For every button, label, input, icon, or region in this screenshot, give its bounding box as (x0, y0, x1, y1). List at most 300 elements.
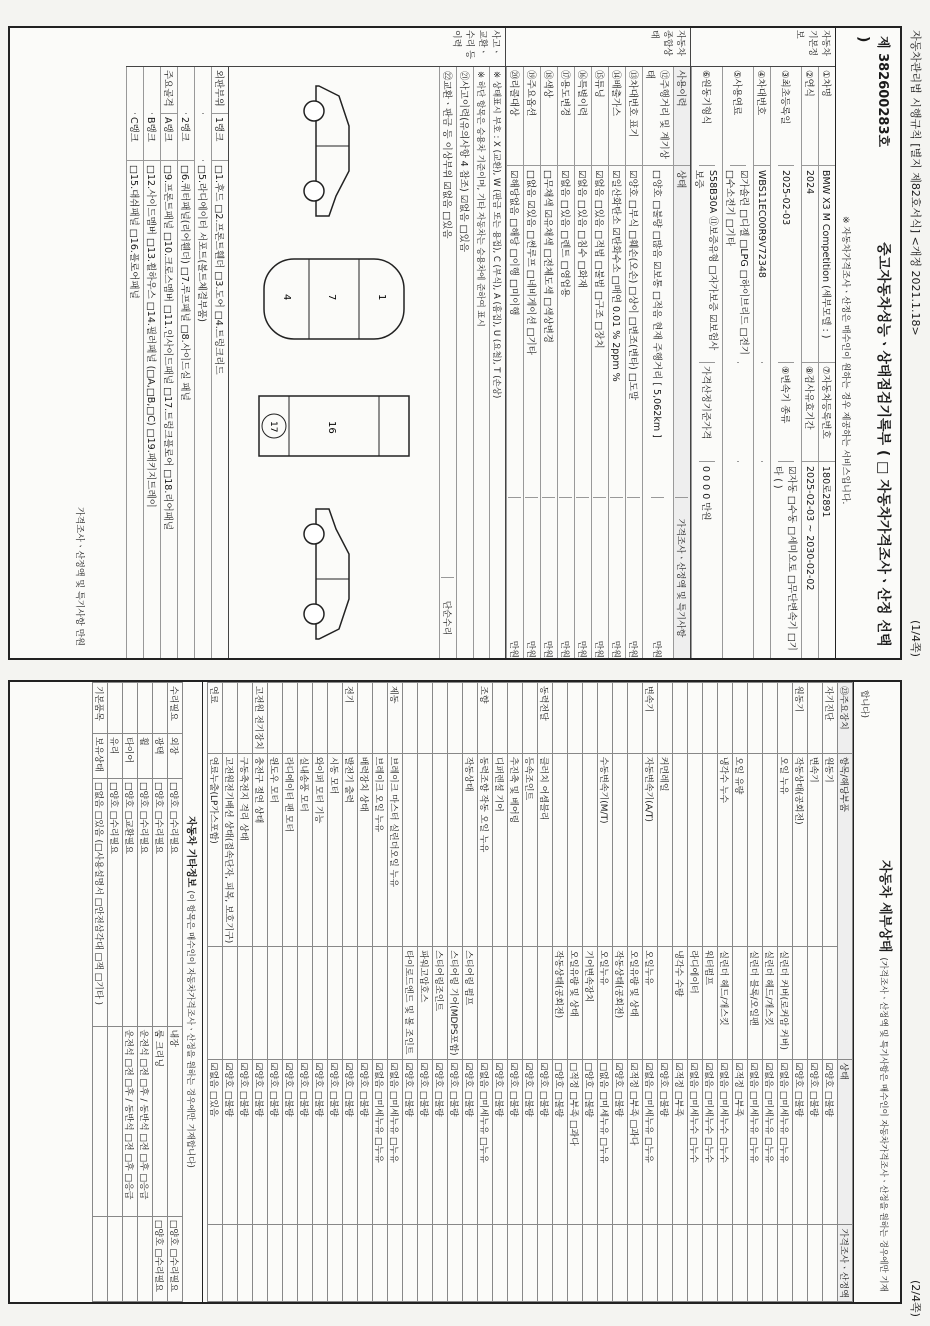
detail-state: ☑양호 □불량 (268, 1059, 283, 1225)
other-inner: 룸 크리닝 (153, 1026, 168, 1216)
detail-main (493, 683, 508, 754)
detail-state: ☑없음 □있음 (208, 1059, 223, 1225)
basic-info-key: ②연식 (802, 67, 818, 166)
detail-row (283, 683, 298, 1302)
detail-row (673, 683, 688, 1302)
detail-part (658, 947, 673, 1059)
detail-main (673, 683, 688, 754)
detail-part: 라디에이터 (688, 947, 703, 1059)
detail-item: 윈도우 모터 (268, 753, 283, 947)
detail-item: 디퍼렌셜 기어 (493, 753, 508, 947)
detail-state: ☑양호 □불량 (658, 1059, 673, 1225)
detail-price (598, 1225, 613, 1302)
detail-price (433, 1225, 448, 1302)
other-inner: 내장 (168, 1026, 183, 1216)
detail-part (478, 947, 493, 1059)
accident-history-text: ㉑사고이력(유의사항 4 참조) ☑없음 □있음 (458, 71, 469, 253)
simple-repair-label: 단순수리 (442, 577, 455, 658)
basic-info-row (801, 67, 818, 658)
detail-part: 스티어링 기어(MDPS포함) (448, 947, 463, 1059)
detail-main (748, 683, 763, 754)
outer-panel-label: 외판부위 (212, 67, 228, 114)
other-state: □양호 □수리필요 (153, 778, 168, 1026)
detail-row (268, 683, 283, 1302)
status-unit: 만원 (594, 497, 607, 658)
detail-price (373, 1225, 388, 1302)
detail-item (613, 753, 628, 947)
other-item: 유리 (108, 734, 123, 779)
detail-part (538, 947, 553, 1059)
basic-info-row (770, 67, 801, 658)
detail-item: 수동변속기(M/T) (598, 753, 613, 947)
detail-item (403, 753, 418, 947)
outer-rank2-items: □6.쿼터패널(리어휀더) □7.루프패널 □8.사이드실 패널 (179, 165, 190, 401)
detail-state: □양호 □불량 (583, 1059, 598, 1225)
status-key: ⑫주행거리 및 계기상태 (643, 67, 673, 166)
detail-part (343, 947, 358, 1059)
detail-col-item: 항목/해당부품 (838, 753, 853, 1059)
accident-unit: 만원 (74, 628, 84, 646)
detail-price (808, 1225, 823, 1302)
basic-info-value2 (737, 462, 739, 658)
other-row (153, 683, 168, 1302)
status-label: 자동차 종합상태 (506, 28, 690, 67)
car-top-diagram (254, 244, 414, 354)
detail-row (343, 683, 358, 1302)
other-main (138, 683, 153, 734)
detail-main (358, 683, 373, 754)
accident-price-note (74, 507, 87, 646)
basic-info-value2: 0 0 0 0 만원 (700, 466, 711, 521)
detail-price (343, 1225, 358, 1302)
detail-state: ☑양호 □불량 (823, 1059, 838, 1225)
basic-info-section (690, 28, 835, 658)
detail-item: 브레이크 오일 누유 (373, 753, 388, 947)
detail-item: 변속기 (808, 753, 823, 947)
detail-price (538, 1225, 553, 1302)
detail-state: ☑없음 □미세누수 □누수 (718, 1059, 733, 1225)
other-main (123, 683, 138, 734)
detail-state: ☑적정 □부족 (733, 1059, 748, 1225)
detail-row (433, 683, 448, 1302)
rankB-row (143, 67, 160, 658)
detail-state: ☑양호 □불량 (793, 1059, 808, 1225)
replacement-row (439, 67, 456, 658)
detail-row (778, 683, 793, 1302)
detail-row (763, 683, 778, 1302)
other-inner: 운전석 □전 □후 / 동반석 □전 □후 □응급 (138, 1026, 153, 1216)
basic-info-value2: 180로2891 (820, 466, 831, 518)
detail-part: 타이로드엔드 및 볼 조인트 (403, 947, 418, 1059)
detail-row (598, 683, 613, 1302)
basic-info-key2 (761, 362, 763, 462)
detail-main (433, 683, 448, 754)
status-row (591, 67, 608, 658)
detail-price (553, 1225, 568, 1302)
car-side-left-diagram (294, 76, 374, 226)
detail-row (328, 683, 343, 1302)
detail-part (328, 947, 343, 1059)
detail-part (268, 947, 283, 1059)
page-1-note: ※ 자동차가격조사ㆍ산정은 매수인이 원하는 경우 제공하는 서비스입니다. (840, 216, 850, 505)
page-1 (8, 26, 902, 660)
detail-main: 고전원 전기장치 (253, 683, 268, 754)
page-number-2: (2/4쪽) (909, 1280, 922, 1317)
detail-item (748, 753, 763, 947)
detail-part (793, 947, 808, 1059)
car-diagrams (228, 67, 439, 658)
detail-price (508, 1225, 523, 1302)
accident-note-1-text: ※ 상태표시 부호 : X (교환), W (판금 또는 용접), C (부식), A (흠집), U (요철), T (손상) (491, 71, 502, 399)
detail-state: ☑양호 □불량 (508, 1059, 523, 1225)
page-2-title-note: (가격조사ㆍ산정액 및 특기사항은 매수인이 자동차가격조사ㆍ산정을 원하는 경우에만 기재합니다) (859, 690, 888, 1292)
detail-main (598, 683, 613, 754)
outer-rank2-label: 2랭크 (178, 114, 194, 161)
status-usage-header: 사용이력 (674, 67, 690, 166)
status-row (557, 67, 574, 658)
other-inner-state (123, 1216, 138, 1301)
detail-main (583, 683, 598, 754)
detail-part (358, 947, 373, 1059)
page-2 (8, 680, 902, 1304)
detail-main (763, 683, 778, 754)
detail-row (568, 683, 583, 1302)
detail-row (493, 683, 508, 1302)
detail-part: 오일유량 및 상태 (628, 947, 643, 1059)
replacement-text: ㉒교환ㆍ판금 등 이상부위 ☑없음 □있음 (441, 71, 452, 239)
other-state: □양호 □교환필요 (123, 778, 138, 1026)
svg-text:1: 1 (376, 293, 387, 300)
rankA-items: □9.프론트패널 □10.크로스멤버 □11.인사이드패널 □17.트렁크플로어 □18.리어패널 (162, 165, 173, 531)
outer-rank1-label: 1랭크 (212, 114, 228, 161)
other-info-title: 자동차 기타정보 (185, 816, 196, 888)
rankB-items: □12.사이드멤버 □13.휠하우스 □14.필러패널 (□A,□B,□C) □19.패키지트레이 (145, 165, 156, 508)
other-item: 광택 (153, 734, 168, 779)
detail-main (613, 683, 628, 754)
detail-state: ☑적정 □부족 □과다 (628, 1059, 643, 1225)
status-row (523, 67, 540, 658)
detail-part: 냉각수 수량 (673, 947, 688, 1059)
other-state: □양호 □수리필요 (108, 778, 123, 1026)
detail-main (328, 683, 343, 754)
detail-price (463, 1225, 478, 1302)
other-main: 수리필요 (168, 683, 183, 734)
basic-info-key: ③최초등록일 (778, 67, 794, 166)
basic-info-key: ⑤사용연료 (730, 67, 746, 166)
status-key: ⑬차대번호 표기 (626, 67, 642, 166)
detail-row (208, 683, 223, 1302)
accident-section (126, 28, 505, 658)
detail-main: 조향 (478, 683, 493, 754)
basic-info-value: WBS11EC00R9V72348 (756, 170, 768, 278)
detail-price (568, 1225, 583, 1302)
detail-part: 오일누유 (643, 947, 658, 1059)
status-value: □없음 ☑있음 □썬루프 □네비게이션 □기타 (525, 170, 536, 355)
basic-info-key2 (737, 362, 739, 462)
detail-state: ☑양호 □불량 (403, 1059, 418, 1225)
detail-state: ☑적정 □부족 (673, 1059, 688, 1225)
rankC-row (126, 67, 143, 658)
detail-price (658, 1225, 673, 1302)
detail-item (763, 753, 778, 947)
detail-price (643, 1225, 658, 1302)
detail-part (208, 947, 223, 1059)
basic-info-row (818, 67, 835, 658)
detail-price (718, 1225, 733, 1302)
status-row (642, 67, 673, 658)
detail-row (553, 683, 568, 1302)
detail-item: 클러치 어셈블리 (538, 753, 553, 947)
other-main (108, 683, 123, 734)
page-number-1: (1/4쪽) (909, 620, 922, 657)
detail-row (793, 683, 808, 1302)
detail-price (613, 1225, 628, 1302)
car-frame-diagram (249, 371, 419, 481)
detail-row (373, 683, 388, 1302)
detail-state: ☑양호 □불량 (253, 1059, 268, 1225)
status-value: □양호 □불량 □많음 ☑보통 □적음 현재 주행거리 [ 5,062km ] (651, 170, 662, 438)
detail-price (403, 1225, 418, 1302)
status-row (574, 67, 591, 658)
detail-item: 시동 모터 (328, 753, 343, 947)
page-2-title-block (853, 682, 900, 1302)
detail-main (703, 683, 718, 754)
detail-part: 워터펌프 (703, 947, 718, 1059)
detail-part: 실린더 커버(로커암 커버) (778, 947, 793, 1059)
detail-main (553, 683, 568, 754)
detail-item: 배력장치 상태 (358, 753, 373, 947)
law-header: 자동차관리법 시행규칙 [별지 제82호서식] <개정 2021.1.18> (909, 30, 922, 336)
detail-state: ☑양호 □불량 (538, 1059, 553, 1225)
status-unit: 만원 (543, 497, 556, 658)
detail-main (568, 683, 583, 754)
basic-info-rows (691, 67, 835, 658)
detail-main (718, 683, 733, 754)
status-state-header: 상태 (675, 170, 686, 189)
detail-state: ☑양호 □불량 (523, 1059, 538, 1225)
detail-part (373, 947, 388, 1059)
detail-state: □양호 □불량 (553, 1059, 568, 1225)
detail-main: 동력전달 (538, 683, 553, 754)
basic-info-key2: 가격산정기준가격 (699, 362, 715, 462)
detail-price (358, 1225, 373, 1302)
detail-state: □적정 □부족 □과다 (568, 1059, 583, 1225)
detail-item: 라디에이터 팬 모터 (283, 753, 298, 947)
other-state: □양호 □수리필요 (168, 778, 183, 1026)
other-inner-state (108, 1216, 123, 1301)
detail-row (688, 683, 703, 1302)
detail-row (823, 683, 838, 1302)
detail-state: ☑양호 □불량 (448, 1059, 463, 1225)
car-side-right-diagram (294, 499, 374, 649)
detail-main (403, 683, 418, 754)
detail-price (253, 1225, 268, 1302)
basic-info-value: ☑가솔린 □디젤 □LPG □하이브리드 □전기 □수소전기 □기타 (724, 170, 749, 356)
basic-info-row (722, 67, 753, 658)
detail-state: ☑양호 □불량 (313, 1059, 328, 1225)
status-key: ⑭배출가스 (609, 67, 625, 166)
outer-rank1b-items: □5.라디에이터 서포트(볼트체결부품) (196, 165, 207, 322)
detail-part: 오일누유 (598, 947, 613, 1059)
detail-item: 냉각수 누수 (718, 753, 733, 947)
other-main (153, 683, 168, 734)
detail-main (298, 683, 313, 754)
basic-info-key: ④차대번호 (754, 67, 770, 166)
detail-price (268, 1225, 283, 1302)
detail-row (643, 683, 658, 1302)
detail-item (568, 753, 583, 947)
detail-row (658, 683, 673, 1302)
svg-text:16: 16 (326, 421, 337, 435)
detail-price (748, 1225, 763, 1302)
detail-state: □없음 □미세누유 □누유 (598, 1059, 613, 1225)
detail-row (583, 683, 598, 1302)
detail-state: ☑양호 □불량 (343, 1059, 358, 1225)
other-info-block (92, 682, 203, 1302)
detail-part: 스티어링 펌프 (463, 947, 478, 1059)
detail-header-row (838, 683, 853, 1302)
detail-item: 자동변속기(A/T) (643, 753, 658, 947)
rankC-label: C랭크 (127, 114, 143, 161)
status-row (540, 67, 557, 658)
status-row (506, 67, 523, 658)
detail-row (718, 683, 733, 1302)
detail-state: ☑없음 □미세누유 □누유 (763, 1059, 778, 1225)
detail-row (313, 683, 328, 1302)
detail-state: ☑없음 □미세누유 □누유 (778, 1059, 793, 1225)
other-item: 보유상태 (93, 734, 108, 779)
detail-table (207, 682, 853, 1302)
other-main: 기본품목 (93, 683, 108, 734)
status-rows (506, 67, 673, 658)
other-row (168, 683, 183, 1302)
status-header-row (673, 67, 690, 658)
detail-state: ☑양호 □불량 (298, 1059, 313, 1225)
status-section (505, 28, 690, 658)
status-key: ⑲주요옵션 (524, 67, 540, 166)
other-info-note: (이 항목은 매수인이 자동차가격조사ㆍ산정을 원하는 경우에만 기재합니다) (185, 890, 195, 1168)
basic-info-key2: ⑦자동차등록번호 (819, 362, 835, 462)
detail-price (763, 1225, 778, 1302)
detail-col-price: 가격조사ㆍ산정액 (838, 1225, 853, 1302)
detail-price (448, 1225, 463, 1302)
detail-col-main: ㉓주요장치 (838, 683, 853, 754)
accident-note-1 (489, 67, 505, 658)
detail-price (328, 1225, 343, 1302)
status-unit: 만원 (526, 497, 539, 658)
detail-state: ☑없음 □미세누유 □누유 (478, 1059, 493, 1225)
basic-info-label: 자동차기본정보 (691, 28, 835, 67)
detail-row (418, 683, 433, 1302)
accident-price-note-text: 가격조사ㆍ산정액 및 특기사항 (74, 506, 84, 626)
detail-price (823, 1225, 838, 1302)
basic-info-value: BMW X3 M Competition (세부모델 : ) (820, 170, 831, 339)
status-unit: 만원 (560, 497, 573, 658)
page-1-title-block (835, 28, 900, 658)
status-value: ☑없음 □있음 □침수 □화재 (576, 170, 587, 288)
rankA-label: A랭크 (161, 114, 177, 161)
detail-row (358, 683, 373, 1302)
detail-row (253, 683, 268, 1302)
detail-row (463, 683, 478, 1302)
detail-item (703, 753, 718, 947)
other-inner-state: □양호 □수리필요 (153, 1216, 168, 1301)
status-value: ☑해당없음 □해당 □이행 □미이행 (508, 170, 519, 316)
detail-state: ☑없음 □미세누수 □누수 (703, 1059, 718, 1225)
detail-item: 오일 누유 (778, 753, 793, 947)
other-item: 외장 (168, 734, 183, 779)
detail-price (388, 1225, 403, 1302)
detail-part (493, 947, 508, 1059)
basic-info-key: ①차명 (819, 67, 835, 166)
other-item: 타이어 (123, 734, 138, 779)
other-rows (93, 683, 183, 1302)
status-unit: 만원 (628, 497, 641, 658)
detail-state: ☑없음 □미세누유 □누유 (643, 1059, 658, 1225)
detail-part: 파워고압호스 (418, 947, 433, 1059)
detail-item: 연료누출(LP가스포함) (208, 753, 223, 947)
detail-price (523, 1225, 538, 1302)
detail-part: 스티어링조인트 (433, 947, 448, 1059)
detail-price (418, 1225, 433, 1302)
other-inner-state (93, 1216, 108, 1301)
status-value: ☑일산화탄소 ☑탄화수소 □매연 0.01 % 2ppm % (610, 170, 621, 382)
other-table (92, 682, 183, 1302)
other-info-title-row (183, 682, 202, 1302)
detail-part: 실린더 헤드/개스킷 (763, 947, 778, 1059)
detail-item: 커먼레일 (658, 753, 673, 947)
accident-label: 사고ㆍ교환ㆍ수리 등 이력 (126, 28, 505, 67)
rankC-items: □15.대쉬패널 □16.플로어패널 (128, 165, 139, 299)
certificate-number: 제 382600283호 (875, 36, 890, 148)
detail-part (388, 947, 403, 1059)
basic-info-value: 2025-02-03 (780, 170, 792, 226)
detail-row (538, 683, 553, 1302)
detail-row (478, 683, 493, 1302)
detail-part (808, 947, 823, 1059)
basic-info-key2: ⑧검사유효기간 (802, 362, 818, 462)
accident-history-row (456, 67, 473, 658)
basic-info-value: S58B30A ⑪보증유형 □자가보증 ☑보험사보증 (693, 170, 718, 351)
detail-price (493, 1225, 508, 1302)
basic-info-value2 (761, 462, 763, 658)
detail-item (688, 753, 703, 947)
detail-state: ☑양호 □불량 (808, 1059, 823, 1225)
detail-state: ☑양호 □불량 (328, 1059, 343, 1225)
svg-text:7: 7 (326, 293, 337, 300)
detail-state: ☑양호 □불량 (433, 1059, 448, 1225)
outer-rank2-row (177, 67, 194, 658)
detail-state: ☑양호 □불량 (358, 1059, 373, 1225)
detail-price (298, 1225, 313, 1302)
detail-item (553, 753, 568, 947)
status-value: ☑양호 □부식 □훼손(오손) □상이 □변조(변타) □도말 (627, 170, 638, 401)
detail-row (703, 683, 718, 1302)
detail-part (283, 947, 298, 1059)
detail-main: 원동기 (793, 683, 808, 754)
detail-row (613, 683, 628, 1302)
detail-item: 실내송풍 모터 (298, 753, 313, 947)
status-key: ⑯특별이력 (575, 67, 591, 166)
other-inner: 운전석 □전 □후 / 동반석 □전 □후 □응급 (123, 1026, 138, 1216)
detail-main: 연료 (208, 683, 223, 754)
outer-rank1b-row (194, 67, 211, 658)
detail-part (313, 947, 328, 1059)
basic-info-row (691, 67, 722, 658)
status-price-header: 가격조사ㆍ산정액 및 특기사항 (676, 497, 689, 658)
detail-row (298, 683, 313, 1302)
detail-state: ☑없음 □미세누유 □누유 (388, 1059, 403, 1225)
